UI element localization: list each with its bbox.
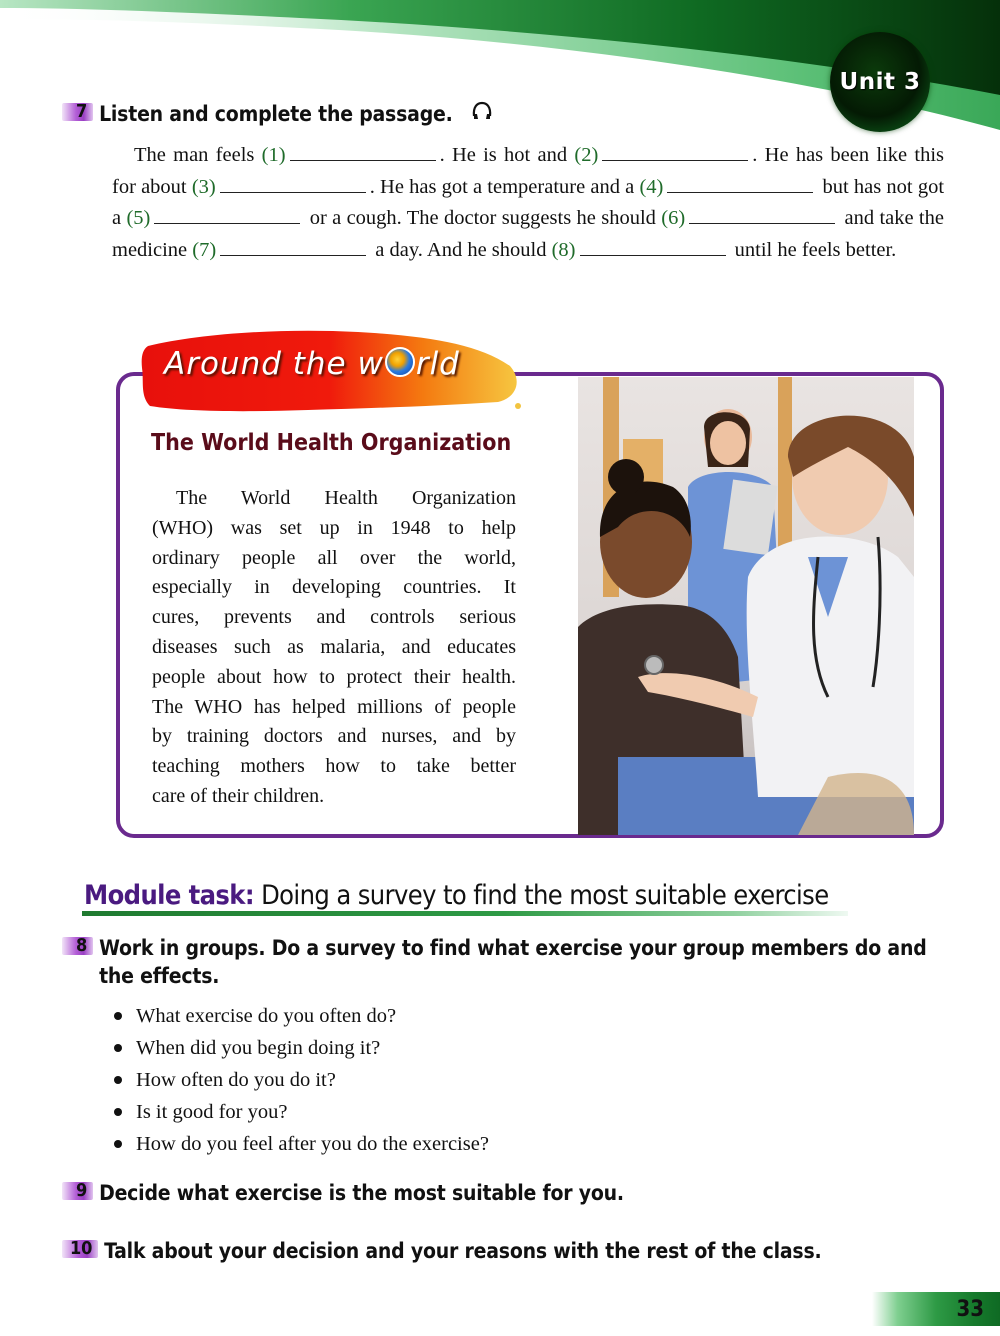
module-task-underline xyxy=(82,911,848,916)
passage-text: but has not got a xyxy=(112,175,945,230)
blank-number: (8) xyxy=(551,238,576,261)
passage-text: a day. And he should xyxy=(370,238,552,261)
bullet-icon xyxy=(114,1076,122,1084)
answer-blank[interactable] xyxy=(220,174,366,193)
blank-number: (4) xyxy=(639,175,664,198)
article-heading: The World Health Organization xyxy=(151,430,512,456)
answer-blank[interactable] xyxy=(667,174,813,193)
article-line: diseases such as malaria, and educates xyxy=(152,635,516,658)
article-line: ordinary people all over the world, xyxy=(152,546,516,569)
exercise-instruction: Listen and complete the passage. xyxy=(99,102,453,126)
bullet-icon xyxy=(114,1012,122,1020)
exercise-number: 10 xyxy=(62,1240,98,1258)
list-item: How do you feel after you do the exercise? xyxy=(114,1128,489,1160)
answer-blank[interactable] xyxy=(689,205,835,224)
exercise-instruction: Talk about your decision and your reasons with the rest of the class. xyxy=(104,1239,822,1263)
blank-number: (5) xyxy=(126,207,151,230)
blank-number: (7) xyxy=(192,238,217,261)
page-number-tab xyxy=(872,1292,1000,1326)
exercise-9-header xyxy=(62,1179,624,1207)
bullet-icon xyxy=(114,1108,122,1116)
list-item: What exercise do you often do? xyxy=(114,1000,489,1032)
article-line: care of their children. xyxy=(152,784,325,807)
article-line: cures, prevents and controls serious xyxy=(152,606,516,629)
module-task-heading xyxy=(84,880,829,911)
around-the-world-title: Around the w rld xyxy=(164,346,460,382)
exercise-7-header xyxy=(62,100,493,128)
exercise-number: 9 xyxy=(62,1182,93,1200)
survey-questions-list xyxy=(114,1000,489,1160)
article-body xyxy=(152,484,516,812)
blank-number: (2) xyxy=(574,144,599,166)
globe-icon xyxy=(385,347,415,377)
exercise-10-header xyxy=(62,1237,821,1265)
article-line: The World Health Organization xyxy=(176,487,516,509)
exercise-instruction-line1: Work in groups. Do a survey to find what exercise your group members do and xyxy=(99,936,927,960)
article-line: The WHO has helped millions of people xyxy=(152,695,516,718)
unit-label: Unit 3 xyxy=(839,69,921,95)
exercise-instruction-line2: the effects. xyxy=(99,964,220,988)
unit-badge xyxy=(830,32,930,132)
article-line: teaching mothers how to take better xyxy=(152,755,516,778)
answer-blank[interactable] xyxy=(220,237,366,256)
exercise-8-header xyxy=(62,934,952,990)
exercise-number: 7 xyxy=(62,103,93,121)
article-line: people about how to protect their health. xyxy=(152,665,516,688)
exercise-instruction: Decide what exercise is the most suitable for you. xyxy=(99,1181,624,1205)
list-item: Is it good for you? xyxy=(114,1096,489,1128)
passage-text: or a cough. The doctor suggests he should xyxy=(304,207,662,230)
answer-blank[interactable] xyxy=(154,205,300,224)
page-number: 33 xyxy=(956,1296,984,1322)
article-line: especially in developing countries. It xyxy=(152,576,516,599)
passage-text: and take the medicine xyxy=(112,207,944,261)
blank-number: (1) xyxy=(261,144,286,166)
blank-number: (3) xyxy=(191,175,216,198)
answer-blank[interactable] xyxy=(580,237,726,256)
blank-number: (6) xyxy=(661,207,686,230)
answer-blank[interactable] xyxy=(602,142,748,161)
passage-text: . He has been like this for about xyxy=(112,144,944,198)
passage-text: until he feels better. xyxy=(729,238,897,261)
doctor-patient-photo xyxy=(578,377,914,835)
module-task-label: Module task: xyxy=(84,880,254,911)
passage-text: . He has got a temperature and a xyxy=(369,175,640,198)
article-line: by training doctors and nurses, and by xyxy=(152,725,516,748)
passage-text: The man feels xyxy=(134,144,262,166)
answer-blank[interactable] xyxy=(290,142,436,161)
passage-text: . He is hot and xyxy=(439,144,575,166)
headphones-icon[interactable] xyxy=(471,100,493,127)
listening-passage xyxy=(112,140,944,266)
module-task-title: Doing a survey to find the most suitable exercise xyxy=(261,880,829,911)
list-item: How often do you do it? xyxy=(114,1064,489,1096)
bullet-icon xyxy=(114,1044,122,1052)
exercise-number: 8 xyxy=(62,937,93,955)
bullet-icon xyxy=(114,1140,122,1148)
article-line: (WHO) was set up in 1948 to help xyxy=(152,516,516,539)
list-item: When did you begin doing it? xyxy=(114,1032,489,1064)
